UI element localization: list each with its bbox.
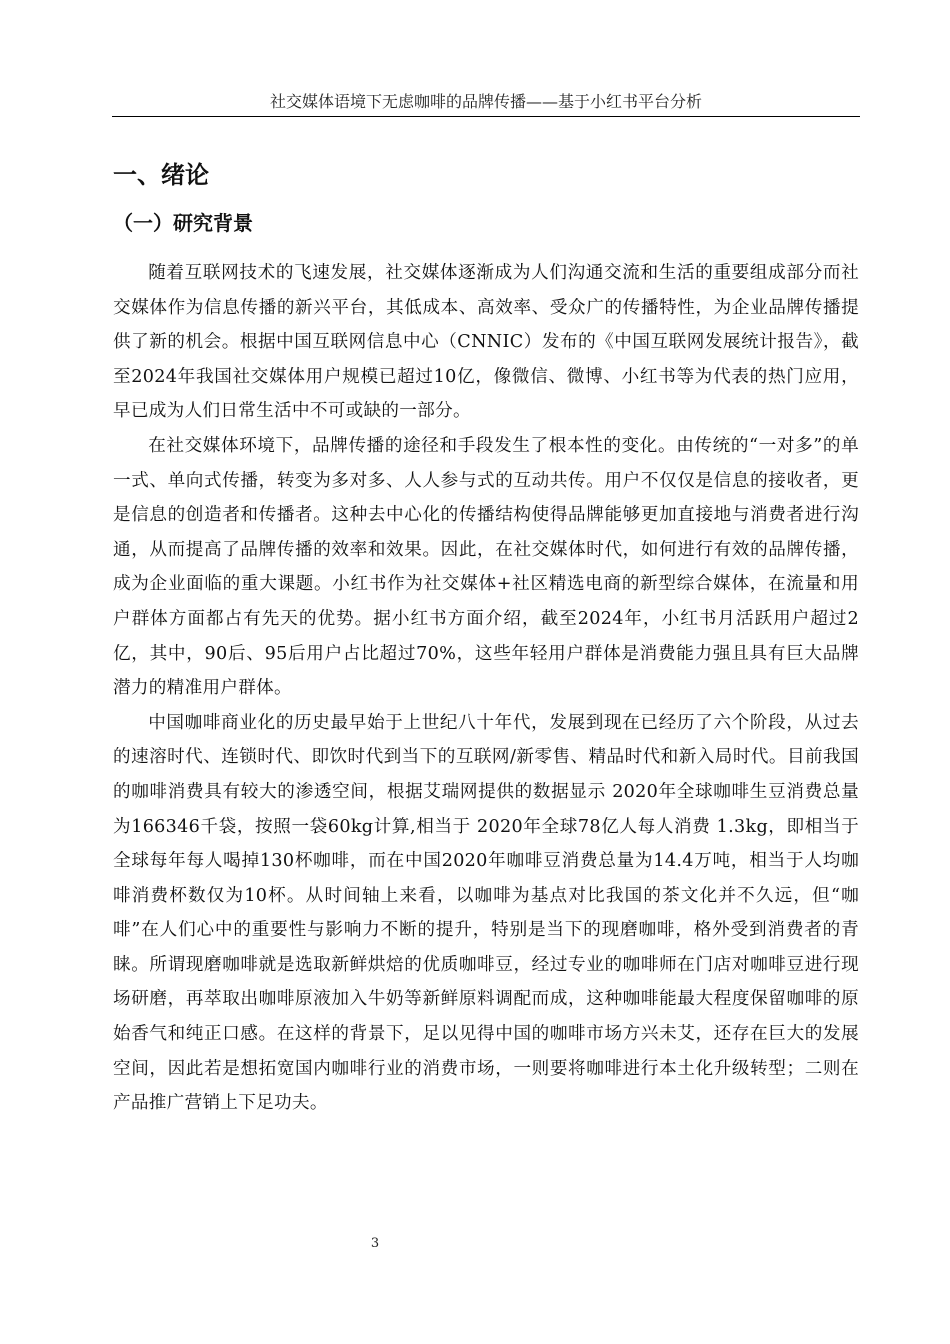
paragraph: 随着互联网技术的飞速发展，社交媒体逐渐成为人们沟通交流和生活的重要组成部分而社交媒体作为信息传播的新兴平台，其低成本、高效率、受众广的传播特性，为企业品牌传播提供了新的机会。根据中国互联网信息中心（CNNIC）发布的《中国互联网发展统计报告》，截至2024年我国社交媒体用户规模已超过10亿，像微信、微博、小红书等为代表的热门应用，早已成为人们日常生活中不可或缺的一部分。 — [113, 263, 859, 422]
body-text — [113, 256, 859, 1121]
running-header — [112, 88, 860, 117]
chapter-title: 一、绪论 — [113, 161, 209, 189]
page-number: 3 — [370, 1236, 380, 1251]
running-header-title: 社交媒体语境下无虑咖啡的品牌传播——基于小红书平台分析 — [269, 92, 702, 111]
paragraph: 在社交媒体环境下，品牌传播的途径和手段发生了根本性的变化。由传统的“一对多”的单一式、单向式传播，转变为多对多、人人参与式的互动共传。用户不仅仅是信息的接收者，更是信息的创造者和传播者。这种去中心化的传播结构使得品牌能够更加直接地与消费者进行沟通，从而提高了品牌传播的效率和效果。因此，在社交媒体时代，如何进行有效的品牌传播，成为企业面临的重大课题。小红书作为社交媒体+社区精选电商的新型综合媒体，在流量和用户群体方面都占有先天的优势。据小红书方面介绍，截至2024年，小红书月活跃用户超过2亿，其中，90后、95后用户占比超过70%，这些年轻用户群体是消费能力强且具有巨大品牌潜力的精准用户群体。 — [113, 435, 859, 699]
paragraph: 中国咖啡商业化的历史最早始于上世纪八十年代，发展到现在已经历了六个阶段，从过去的速溶时代、连锁时代、即饮时代到当下的互联网/新零售、精品时代和新入局时代。目前我国的咖啡消费具有较大的渗透空间，根据艾瑞网提供的数据显示 2020年全球咖啡生豆消费总量为166346千袋，按照一袋60kg计算,相当于 2020年全球78亿人每人消费 1.3kg，即相当于全球每年每人喝掉130杯咖啡，而在中国2020年咖啡豆消费总量为14.4万吨，相当于人均咖啡消费杯数仅为10杯。从时间轴上来看，以咖啡为基点对比我国的茶文化并不久远，但“咖啡”在人们心中的重要性与影响力不断的提升，特别是当下的现磨咖啡，格外受到消费者的青睐。所谓现磨咖啡就是选取新鲜烘焙的优质咖啡豆，经过专业的咖啡师在门店对咖啡豆进行现场研磨，再萃取出咖啡原液加入牛奶等新鲜原料调配而成，这种咖啡能最大程度保留咖啡的原始香气和纯正口感。在这样的背景下，足以见得中国的咖啡市场方兴未艾，还存在巨大的发展空间，因此若是想拓宽国内咖啡行业的消费市场，一则要将咖啡进行本土化升级转型；二则在产品推广营销上下足功夫。 — [113, 712, 859, 1114]
section-title: （一）研究背景 — [113, 211, 253, 235]
